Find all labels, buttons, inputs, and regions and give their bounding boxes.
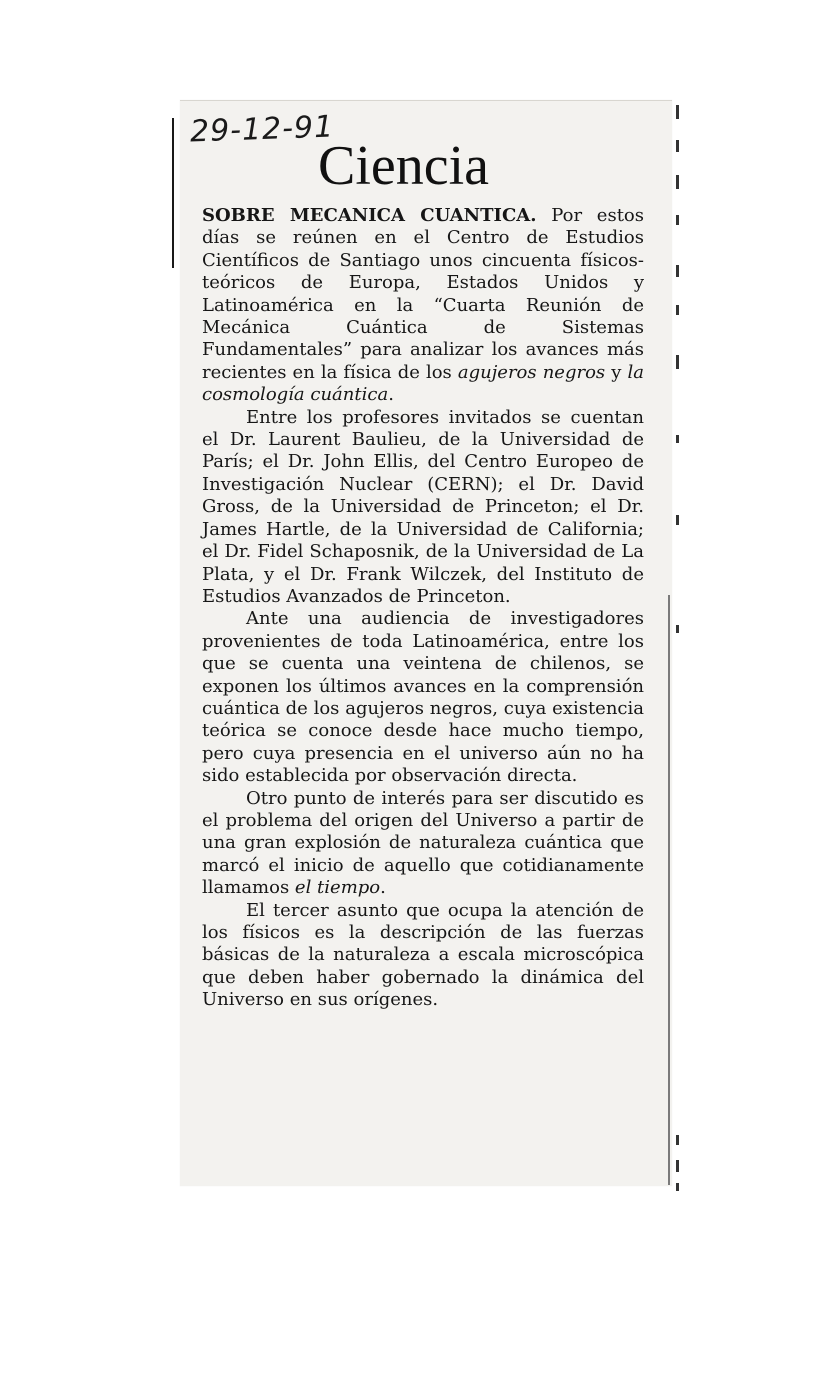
clipping-left-rule <box>172 118 174 268</box>
torn-edge-marks <box>674 105 688 1195</box>
article-paragraph: SOBRE MECANICA CUANTICA. Por estos días se reúnen en el Centro de Estudios Científicos de Santiago unos cincuenta físicos-teóricos de Europa, Estados Unidos y Latinoamérica en la “Cuarta Reunión de Mecánica Cuántica de Sistemas Fundamentales” para analizar los avances más recientes en la física de los agujeros negros y la cosmología cuántica. <box>202 205 644 406</box>
article-paragraph: Entre los profesores invitados se cuentan el Dr. Laurent Baulieu, de la Universidad de París; el Dr. John Ellis, del Centro Europeo de Investigación Nuclear (CERN); el Dr. David Gross, de la Universidad de Princeton; el Dr. James Hartle, de la Universidad de California; el Dr. Fidel Schaposnik, de la Universidad de La Plata, y el Dr. Frank Wilczek, del Instituto de Estudios Avanzados de Princeton. <box>202 406 644 607</box>
article-paragraph: Ante una audiencia de investigadores provenientes de toda Latinoamérica, entre los que se cuenta una veintena de chilenos, se exponen los últimos avances en la comprensión cuántica de los agujeros negros, cuya existencia teórica se conoce desde hace mucho tiempo, pero cuya presencia en el universo aún no ha sido establecida por observación directa. <box>202 608 644 787</box>
section-title: Ciencia <box>318 135 490 197</box>
clipping-right-rule <box>668 595 670 1185</box>
article-kicker: SOBRE MECANICA CUANTICA. <box>202 205 537 226</box>
handwritten-date: 29-12-91 <box>189 109 335 150</box>
article-paragraph: El tercer asunto que ocupa la atención de los físicos es la descripción de las fuerzas básicas de la naturaleza a escala microscópica que deben haber gobernado la dinámica del Universo en sus orígenes. <box>202 899 644 1011</box>
article-body <box>202 205 644 1012</box>
article-paragraph: Otro punto de interés para ser discutido es el problema del origen del Universo a partir de una gran explosión de naturaleza cuántica que marcó el inicio de aquello que cotidianamente llamamos el tiempo. <box>202 787 644 899</box>
